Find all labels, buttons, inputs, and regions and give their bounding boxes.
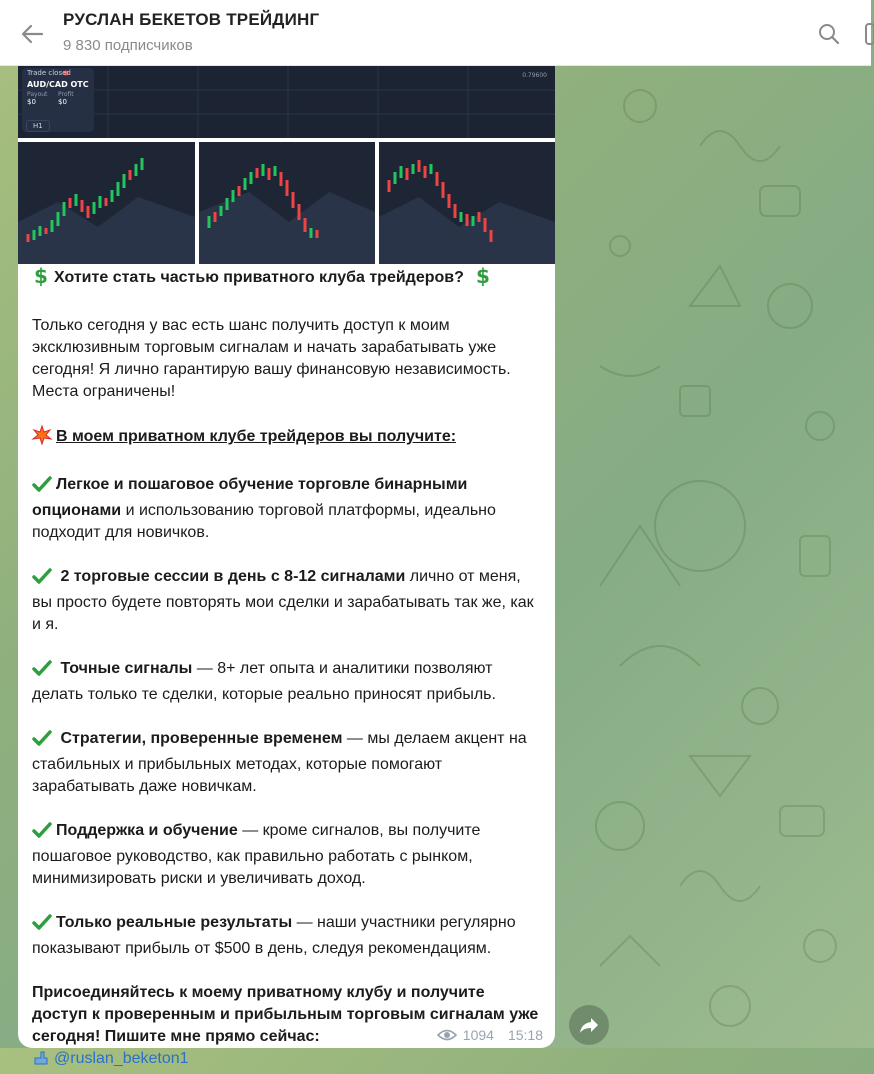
check-mark-icon — [32, 729, 52, 754]
benefit-text: — мы делаем акцент на стабильных и прибыльных методах, которые помогают зарабатывать даже новичкам. — [32, 730, 527, 795]
club-heading-text: В моем приватном клубе трейдеров вы получите: — [56, 428, 457, 445]
chart-thumbnail-3[interactable] — [379, 142, 555, 264]
benefit-title: Поддержка и обучение — [56, 822, 238, 839]
contact-line — [32, 1048, 544, 1074]
pointing-hand-icon — [32, 1049, 50, 1074]
check-mark-icon — [32, 475, 52, 500]
share-button[interactable] — [569, 1005, 609, 1045]
views-count: 1094 — [462, 1027, 494, 1043]
message-time: 15:18 — [507, 1027, 543, 1043]
money-icon — [32, 266, 50, 293]
svg-text:$: $ — [34, 264, 48, 288]
chart-thumbnail-2[interactable] — [199, 142, 375, 264]
call-to-action: Присоединяйтесь к моему приватному клубу и получите доступ к проверенным и прибыльным торговым сигналам уже сегодня! Пишите мне прямо сейчас: — [32, 984, 539, 1045]
search-icon[interactable] — [816, 21, 842, 47]
contact-link[interactable]: @ruslan_beketon1 — [54, 1050, 189, 1067]
benefit-text: и использованию торговой платформы, идеально подходит для новичков. — [32, 502, 496, 541]
payout-value: $0 — [27, 98, 36, 106]
channel-title[interactable]: РУСЛАН БЕКЕТОВ ТРЕЙДИНГ — [63, 10, 320, 29]
benefit-title: Стратегии, проверенные временем — [60, 730, 343, 747]
benefit-item — [32, 820, 544, 890]
benefit-item — [32, 912, 544, 960]
benefit-text: — кроме сигналов, вы получите пошаговое руководство, как правильно работать с рынком, минимизировать риски и увеличивать доход. — [32, 822, 481, 887]
trade-chart-grid — [18, 66, 555, 138]
profit-label: Profit — [58, 91, 74, 98]
more-icon[interactable] — [862, 22, 874, 46]
benefit-text: — 8+ лет опыта и аналитики позволяют делать только те сделки, которые реально приносят прибыль. — [32, 660, 496, 703]
benefit-title: 2 торговые сессии в день с 8-12 сигналами — [60, 568, 406, 585]
svg-text:$: $ — [476, 264, 491, 288]
benefit-item — [32, 566, 544, 636]
chart-thumbnails — [18, 142, 555, 264]
message-meta — [437, 1027, 543, 1043]
price-label: 0.79600 — [522, 72, 547, 79]
chat-header — [0, 0, 871, 66]
benefit-item — [32, 474, 544, 544]
benefit-item — [32, 658, 544, 706]
benefit-title: Легкое и пошаговое обучение торговле бинарными опционами — [32, 476, 468, 519]
intro-paragraph: Только сегодня у вас есть шанс получить доступ к моим эксклюзивным торговым сигналам и начать зарабатывать уже сегодня! Я лично гарантирую вашу финансовую независимость. Места ограничены! — [32, 317, 511, 400]
benefit-item — [32, 728, 544, 798]
profit-value: $0 — [58, 98, 67, 106]
benefit-title: Только реальные результаты — [56, 914, 293, 931]
check-mark-icon — [32, 821, 52, 846]
trade-screenshot[interactable] — [18, 66, 555, 138]
payout-label: Payout — [27, 91, 48, 98]
message-text — [32, 266, 544, 1074]
check-mark-icon — [32, 567, 52, 592]
back-arrow-icon[interactable] — [18, 20, 46, 48]
share-arrow-icon — [579, 1016, 599, 1034]
trade-status: Trade closed — [27, 69, 71, 77]
timeframe-selector: H1 — [26, 120, 50, 132]
check-mark-icon — [32, 659, 52, 684]
check-mark-icon — [32, 913, 52, 938]
chart-thumbnail-1[interactable] — [18, 142, 195, 264]
club-heading — [32, 425, 544, 452]
subscriber-count: 9 830 подписчиков — [63, 37, 193, 54]
benefit-title: Точные сигналы — [60, 660, 193, 677]
money-icon — [474, 266, 492, 293]
views-eye-icon — [437, 1028, 457, 1042]
benefit-text: — наши участники регулярно показывают прибыль от $500 в день, следуя рекомендациям. — [32, 914, 516, 957]
trade-pair: AUD/CAD OTC — [27, 80, 89, 89]
benefit-text: лично от меня, вы просто будете повторять мои сделки и зарабатывать так же, как и я. — [32, 568, 534, 633]
collision-icon — [32, 425, 52, 452]
message-bubble — [18, 66, 555, 1067]
headline — [32, 266, 544, 293]
headline-text: Хотите стать частью приватного клуба трейдеров? — [54, 269, 464, 286]
